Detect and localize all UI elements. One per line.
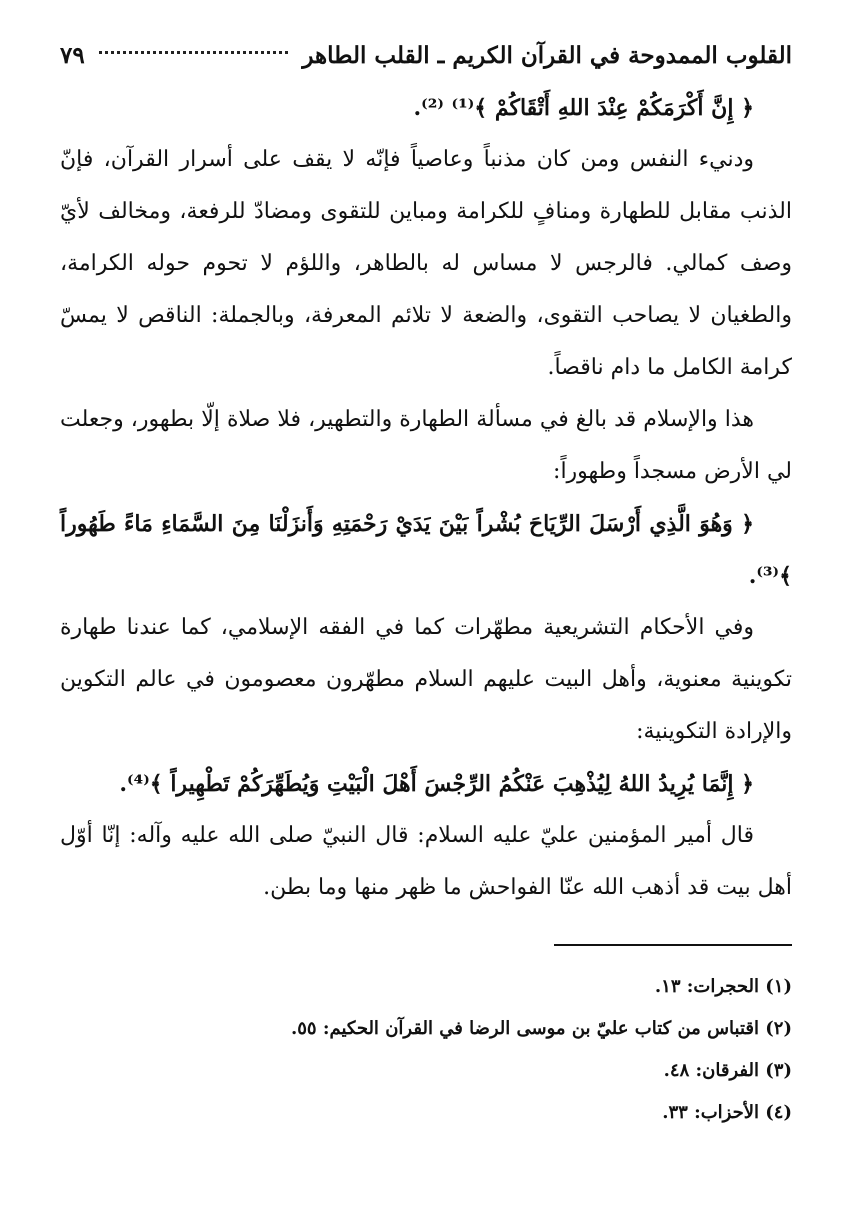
main-text [60, 82, 792, 914]
paragraph-1: ودنيء النفس ومن كان مذنباً وعاصياً فإنّه لا يقف على أسرار القرآن، فإنّ الذنب مقابل للطهارة ومنافٍ للكرامة ومباين للتقوى ومضادّ للرفعة، ومخالف لأيّ وصف كمالي. فالرجس لا مساس له بالطاهر، واللؤم لا تحوم حوله الكرامة، والطغيان لا يصاحب التقوى، والضعة لا تلائم المعرفة، وبالجملة: الناقص لا يمسّ كرامة الكامل ما دام ناقصاً. [60, 147, 792, 380]
footnote-1: (١) الحجرات: ١٣. [654, 976, 792, 997]
quran-verse-1: ﴿ إِنَّ أَكْرَمَكُمْ عِنْدَ اللهِ أَتْقَاكُمْ ﴾⁽¹⁾ ⁽²⁾. [413, 95, 754, 121]
page-number: ٧٩ [60, 42, 85, 69]
dot-leader [99, 51, 289, 54]
footnotes [60, 966, 792, 1134]
paragraph-4: قال أمير المؤمنين عليّ عليه السلام: قال النبيّ صلى الله عليه وآله: إنّا أوّل أهل بيت قد أذهب الله عنّا الفواحش ما ظهر منها وما بطن. [60, 823, 792, 900]
footnote-separator [554, 944, 792, 946]
quran-verse-3: ﴿ إِنَّمَا يُرِيدُ اللهُ لِيُذْهِبَ عَنْكُمُ الرِّجْسَ أَهْلَ الْبَيْتِ وَيُطَهِّرَكُمْ تَطْهِيراً ﴾⁽⁴⁾. [119, 771, 754, 797]
footnote-3: (٣) الفرقان: ٤٨. [663, 1060, 792, 1081]
book-page [60, 34, 792, 1184]
quran-verse-2: ﴿ وَهُوَ الَّذِي أَرْسَلَ الرِّيَاحَ بُشْراً بَيْنَ يَدَيْ رَحْمَتِهِ وَأَنزَلْنَا مِنَ السَّمَاءِ مَاءً طَهُوراً ﴾⁽³⁾. [60, 511, 792, 589]
footnote-2: (٢) اقتباس من كتاب عليّ بن موسى الرضا في القرآن الحكيم: ٥٥. [290, 1018, 792, 1039]
running-title: القلوب الممدوحة في القرآن الكريم ـ القلب الطاهر [302, 42, 792, 69]
paragraph-3: وفي الأحكام التشريعية مطهّرات كما في الفقه الإسلامي، كما عندنا طهارة تكوينية معنوية، وأهل البيت عليهم السلام مطهّرون معصومون في عالم التكوين والإرادة التكوينية: [60, 615, 792, 744]
running-header [60, 34, 792, 78]
footnote-4: (٤) الأحزاب: ٣٣. [662, 1102, 792, 1123]
paragraph-2: هذا والإسلام قد بالغ في مسألة الطهارة والتطهير، فلا صلاة إلّا بطهور، وجعلت لي الأرض مسجداً وطهوراً: [60, 407, 792, 484]
